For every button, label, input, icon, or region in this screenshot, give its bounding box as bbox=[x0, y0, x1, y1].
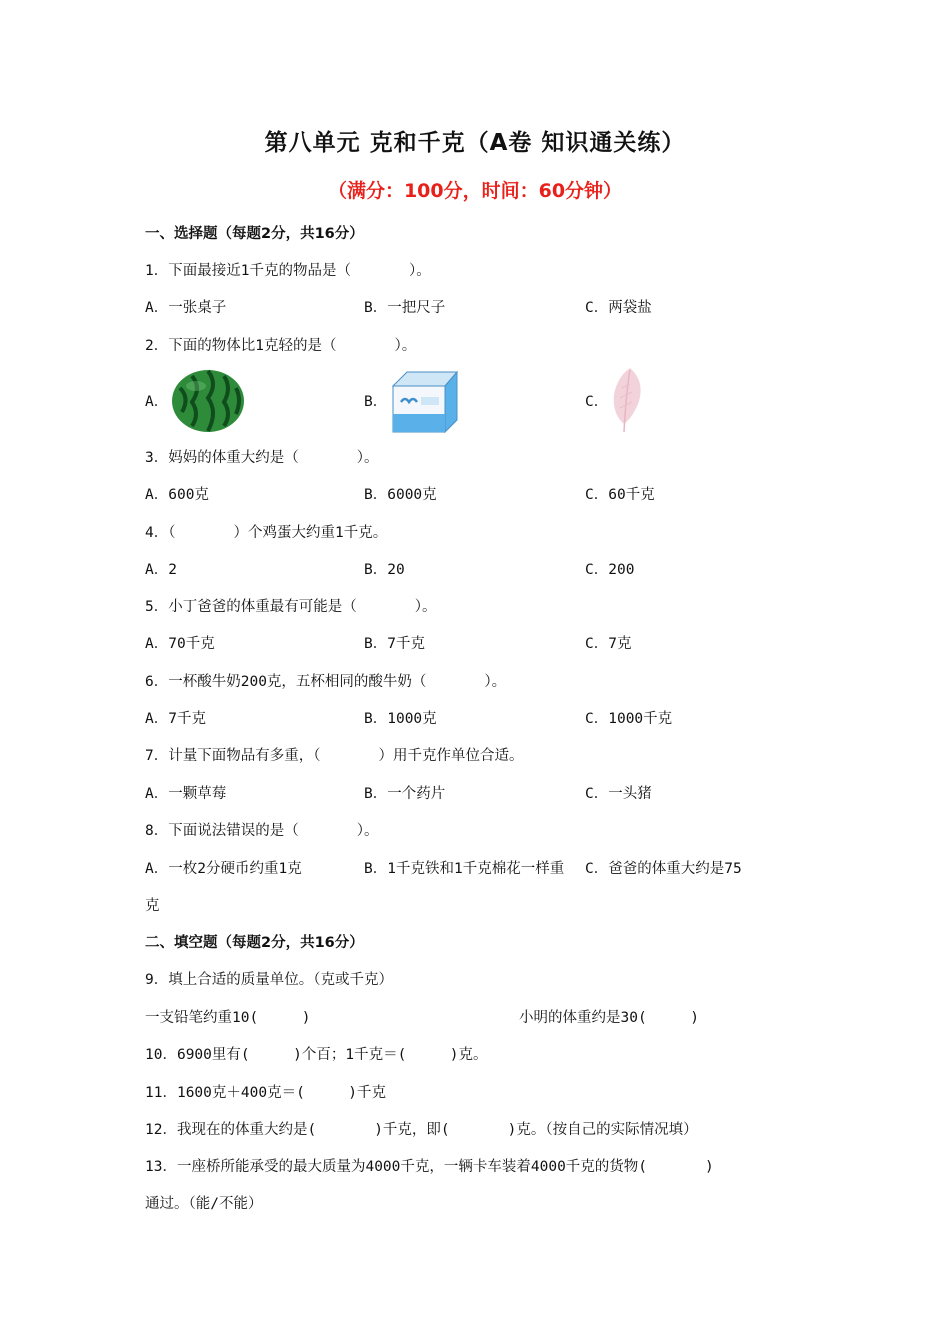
section-heading-fill: 二、填空题（每题2分，共16分） bbox=[145, 935, 364, 951]
q9-blank-weight[interactable]: 小明的体重约是30( ) bbox=[519, 1010, 699, 1026]
q1-option-b[interactable]: B．一把尺子 bbox=[364, 300, 446, 316]
question-13-wrap: 通过。（能/不能） bbox=[145, 1196, 263, 1212]
question-9: 9．填上合适的质量单位。（克或千克） bbox=[145, 972, 393, 988]
question-3: 3．妈妈的体重大约是（ ）。 bbox=[145, 450, 379, 466]
q6-option-b[interactable]: B．1000克 bbox=[364, 711, 437, 727]
q7-option-a[interactable]: A．一颗草莓 bbox=[145, 786, 227, 802]
question-10[interactable]: 10．6900里有( )个百；1千克＝( )克。 bbox=[145, 1047, 488, 1063]
watermelon-icon bbox=[170, 368, 246, 434]
q2-option-b[interactable]: B． bbox=[364, 394, 388, 410]
question-12[interactable]: 12．我现在的体重大约是( )千克，即( )克。（按自己的实际情况填） bbox=[145, 1122, 698, 1138]
question-2: 2．下面的物体比1克轻的是（ ）。 bbox=[145, 338, 417, 354]
question-1: 1．下面最接近1千克的物品是（ ）。 bbox=[145, 263, 431, 279]
milk-carton-icon bbox=[387, 368, 463, 436]
q5-option-b[interactable]: B．7千克 bbox=[364, 636, 425, 652]
q4-option-a[interactable]: A．2 bbox=[145, 562, 177, 578]
page-title: 第八单元 克和千克（A卷 知识通关练） bbox=[264, 130, 686, 156]
question-13[interactable]: 13．一座桥所能承受的最大质量为4000千克，一辆卡车装着4000千克的货物( ) bbox=[145, 1159, 714, 1175]
q9-blank-pencil[interactable]: 一支铅笔约重10( ) bbox=[145, 1010, 311, 1026]
q4-option-b[interactable]: B．20 bbox=[364, 562, 405, 578]
q8-option-c[interactable]: C．爸爸的体重大约是75 bbox=[585, 861, 742, 877]
page-subtitle: （满分：100分，时间：60分钟） bbox=[327, 180, 623, 202]
q3-option-a[interactable]: A．600克 bbox=[145, 487, 209, 503]
section-heading-choice: 一、选择题（每题2分，共16分） bbox=[145, 226, 364, 242]
q8-option-b[interactable]: B．1千克铁和1千克棉花一样重 bbox=[364, 861, 565, 877]
question-4: 4．（ ）个鸡蛋大约重1千克。 bbox=[145, 525, 388, 541]
q1-option-c[interactable]: C．两袋盐 bbox=[585, 300, 652, 316]
q2-option-c[interactable]: C． bbox=[585, 394, 609, 410]
q4-option-c[interactable]: C．200 bbox=[585, 562, 635, 578]
q1-option-a[interactable]: A．一张桌子 bbox=[145, 300, 227, 316]
q7-option-b[interactable]: B．一个药片 bbox=[364, 786, 446, 802]
q5-option-c[interactable]: C．7克 bbox=[585, 636, 632, 652]
question-6: 6．一杯酸牛奶200克，五杯相同的酸牛奶（ ）。 bbox=[145, 674, 507, 690]
question-7: 7．计量下面物品有多重，（ ）用千克作单位合适。 bbox=[145, 748, 524, 764]
q6-option-c[interactable]: C．1000千克 bbox=[585, 711, 673, 727]
question-8: 8．下面说法错误的是（ ）。 bbox=[145, 823, 379, 839]
q7-option-c[interactable]: C．一头猪 bbox=[585, 786, 652, 802]
q5-option-a[interactable]: A．70千克 bbox=[145, 636, 215, 652]
q3-option-c[interactable]: C．60千克 bbox=[585, 487, 655, 503]
feather-icon bbox=[608, 364, 648, 436]
q6-option-a[interactable]: A．7千克 bbox=[145, 711, 206, 727]
q8-option-a[interactable]: A．一枚2分硬币约重1克 bbox=[145, 861, 302, 877]
question-5: 5．小丁爸爸的体重最有可能是（ ）。 bbox=[145, 599, 437, 615]
question-11[interactable]: 11．1600克＋400克＝( )千克 bbox=[145, 1085, 387, 1101]
q3-option-b[interactable]: B．6000克 bbox=[364, 487, 437, 503]
q8-option-c-wrap: 克 bbox=[145, 898, 160, 914]
q2-option-a[interactable]: A． bbox=[145, 394, 169, 410]
